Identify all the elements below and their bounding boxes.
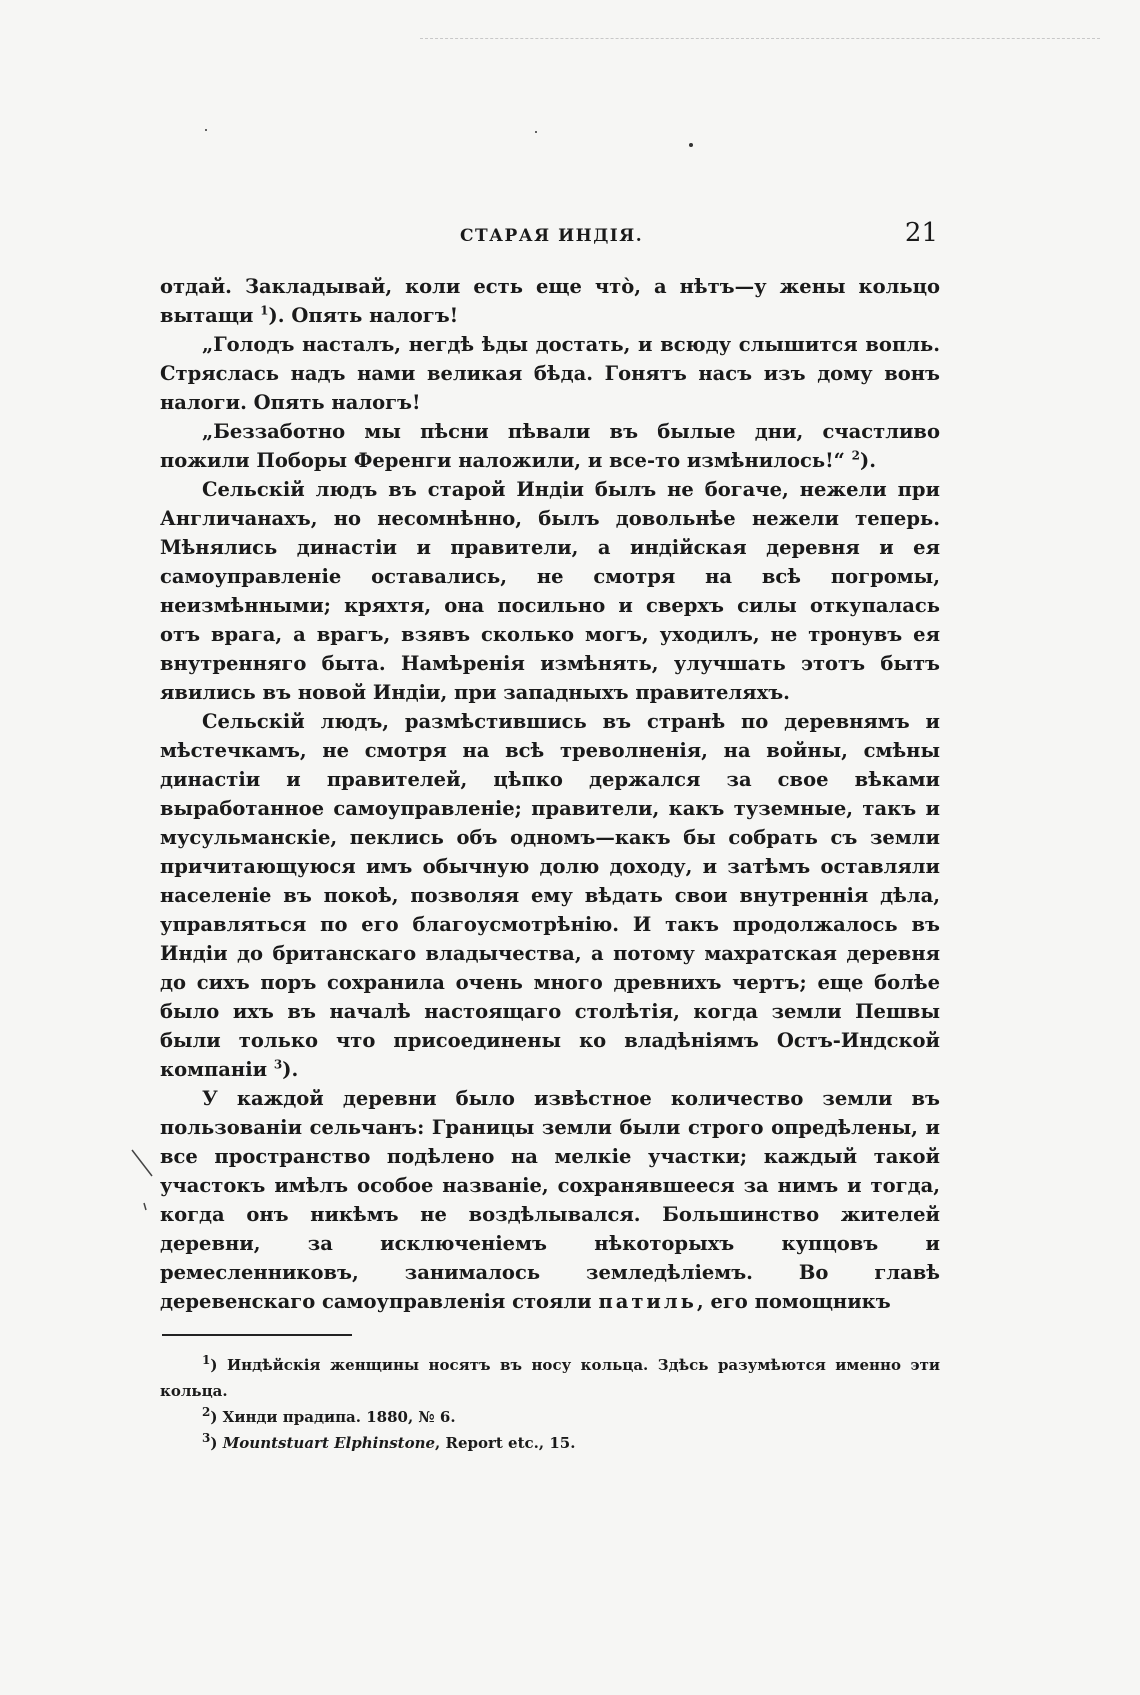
footnote-ref: 1 (260, 303, 269, 318)
footnote-number: 2 (202, 1405, 211, 1419)
ink-speck (205, 129, 207, 131)
footnote (160, 1404, 940, 1430)
footnote-rule (162, 1334, 352, 1336)
top-edge-rule (420, 38, 1100, 39)
body-text (160, 272, 940, 1316)
page-number: 21 (904, 218, 938, 248)
paragraph-text: , его помощникъ (696, 1290, 891, 1313)
ink-speck (689, 143, 693, 147)
paragraph (160, 707, 940, 1084)
paragraph-text: У каждой деревни было извѣстное количество земли въ пользованіи сельчанъ: Границы земли были строго опредѣлены, и все пространство подѣлено на мелкіе участки; каждый такой участокъ имѣлъ особое названіе, сохранявшееся за нимъ и тогда, когда онъ никѣмъ не воздѣлывался. Большинство жителей деревни, за исключеніемъ нѣкоторыхъ купцовъ и ремесленниковъ, занималось земледѣліемъ. Во главѣ деревенскаго самоуправленія стояли (160, 1087, 940, 1313)
paragraph-text: ). (282, 1058, 299, 1081)
paragraph-text: ). (860, 449, 877, 472)
paragraph (160, 1084, 940, 1316)
paragraph-text: ). Опять налогъ! (268, 304, 459, 327)
paragraph-text: „Голодъ насталъ, негдѣ ѣды достать, и всюду слышится вопль. Стряслась надъ нами великая бѣда. Гонятъ насъ изъ дому вонъ налоги. Опять налогъ! (160, 333, 940, 414)
paragraph (160, 330, 940, 417)
footnotes (160, 1352, 940, 1456)
footnote-text: , Report etc., 15. (435, 1434, 576, 1452)
pencil-margin-mark (130, 1148, 190, 1238)
footnote-author: Mountstuart Elphinstone (222, 1434, 436, 1452)
paragraph (160, 475, 940, 707)
paragraph (160, 272, 940, 330)
paragraph (160, 417, 940, 475)
spaced-term: патиль (598, 1290, 697, 1313)
footnote-ref: 3 (273, 1057, 283, 1072)
footnote: $^3$) Mountstuart Elphinstone, Report etc., 15. (202, 1431, 576, 1452)
footnote-number: 3 (202, 1431, 211, 1445)
footnote-ref: 2 (851, 448, 860, 463)
paragraph-text: отдай. Закладывай, коли есть еще что̀, а нѣтъ—у жены кольцо вытащи (160, 275, 940, 327)
footnote-text: ) Индѣйскія женщины носятъ въ носу кольца. Здѣсь разумѣются именно эти кольца. (160, 1356, 940, 1400)
paragraph-text: Сельскій людъ, размѣстившись въ странѣ по деревнямъ и мѣстечкамъ, не смотря на всѣ треволненія, на войны, смѣны династіи и правителей, цѣпко держался за свое вѣками выработанное самоуправленіе; правители, какъ туземные, такъ и мусульманскіе, пеклись объ одномъ—какъ бы собрать съ земли причитающуюся имъ обычную долю доходу, и затѣмъ оставляли населеніе въ покоѣ, позволяя ему вѣдать свои внутреннія дѣла, управляться по его благоусмотрѣнію. И такъ продолжалось въ Индіи до британскаго владычества, а потому махратская деревня до сихъ поръ сохранила очень много древнихъ чертъ; еще болѣе было ихъ въ началѣ настоящаго столѣтія, когда земли Пешвы были только что присоединены ко владѣніямъ Остъ-Индской компаніи (160, 710, 940, 1081)
running-title: СТАРАЯ ИНДІЯ. (460, 226, 644, 246)
footnote-text: ) Хинди прадипа. 1880, № 6. (210, 1408, 456, 1426)
page-header (160, 218, 940, 252)
ink-speck (535, 131, 537, 133)
paragraph-text: Сельскій людъ въ старой Индіи былъ не богаче, нежели при Англичанахъ, но несомнѣнно, былъ довольнѣе нежели теперь. Мѣнялись династіи и правители, а индійская деревня и ея самоуправленіе оставались, не смотря на всѣ погромы, неизмѣнными; кряхтя, она посильно и сверхъ силы откупалась отъ врага, а врагъ, взявъ сколько могъ, уходилъ, не тронувъ ея внутренняго быта. Намѣренія измѣнять, улучшать этотъ бытъ явились въ новой Индіи, при западныхъ правителяхъ. (160, 478, 940, 704)
paragraph-text: „Беззаботно мы пѣсни пѣвали въ былые дни, счастливо пожили Поборы Ференги наложили, и все-то измѣнилось!“ (160, 420, 940, 472)
footnote (160, 1352, 940, 1404)
footnote-number: 1 (202, 1353, 211, 1367)
